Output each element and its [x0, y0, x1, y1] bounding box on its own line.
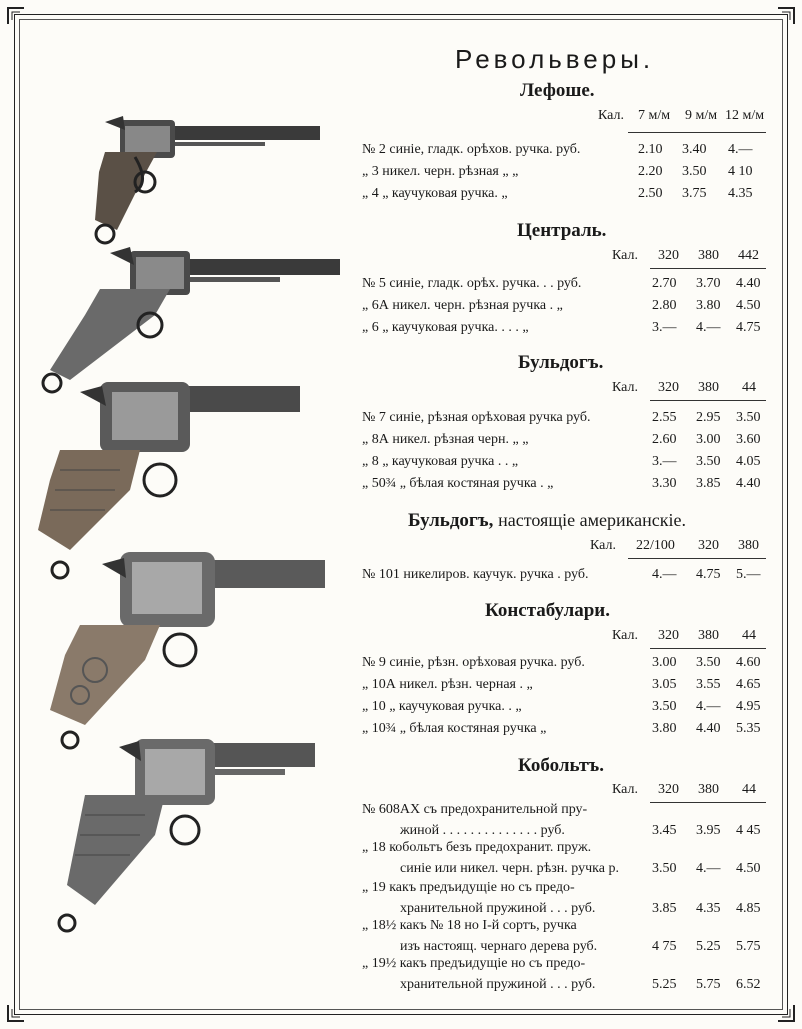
section-title-central: Централь. [517, 220, 607, 241]
corner-ornament-icon [6, 6, 26, 26]
section-title-bulldog: Бульдогъ. [518, 352, 604, 373]
price-row: „ 18½ какъ № 18 но I-й сортъ, ручка изъ настоящ. чернаго дерева руб. 4 75 5.25 5.75 [362, 918, 761, 954]
caliber-header: Кал. 22/100 320 380 [590, 538, 759, 553]
price-row: „ 19½ какъ предъидущіе но съ предо- хранительной пружиной . . . руб. 5.25 5.75 6.52 [362, 956, 761, 992]
caliber-header: Кал. 320 380 442 [612, 248, 759, 263]
corner-ornament-icon [6, 1003, 26, 1023]
revolver-lefaucheux-icon [45, 112, 325, 252]
caliber-header: Кал. 320 380 44 [612, 628, 756, 643]
header-rule [628, 558, 766, 559]
page-title: Револьверы. [455, 44, 655, 74]
caliber-header [0, 108, 802, 128]
header-rule [628, 132, 766, 133]
corner-ornament-icon [776, 1003, 796, 1023]
caliber-value: 12 м/м [725, 108, 765, 123]
price-row: „ 18 кобольтъ безъ предохранит. пруж. синіе или никел. черн. рѣзн. ручка р. 3.50 4.— 4.50 [362, 840, 761, 876]
caliber-value: 9 м/м [685, 108, 718, 123]
header-rule [650, 268, 766, 269]
section-title-constabulary: Констабулари. [485, 600, 611, 621]
section-title-lefaucheux: Лефоше. [520, 80, 595, 101]
caliber-label: Кал. [598, 108, 624, 123]
header-rule [650, 648, 766, 649]
caliber-header: Кал. 320 380 44 [612, 380, 756, 395]
revolver-cobalt-icon [55, 735, 315, 935]
section-title-bulldog-american: Бульдогъ, настоящіе американскіе. [408, 510, 686, 531]
caliber-value: 7 м/м [638, 108, 671, 123]
price-row: „ 19 какъ предъидущіе но съ предо- хранительной пружиной . . . руб. 3.85 4.35 4.85 [362, 880, 761, 916]
section-title-cobalt: Кобольтъ. [518, 755, 604, 776]
price-row: № 608AX съ предохранительной пру- жиной . . . . . . . . . . . . . . руб. 3.45 3.95 4 45 [362, 802, 761, 838]
header-rule [650, 400, 766, 401]
caliber-header: Кал. 320 380 44 [612, 782, 756, 797]
revolver-constabulary-icon [40, 550, 330, 750]
corner-ornament-icon [776, 6, 796, 26]
